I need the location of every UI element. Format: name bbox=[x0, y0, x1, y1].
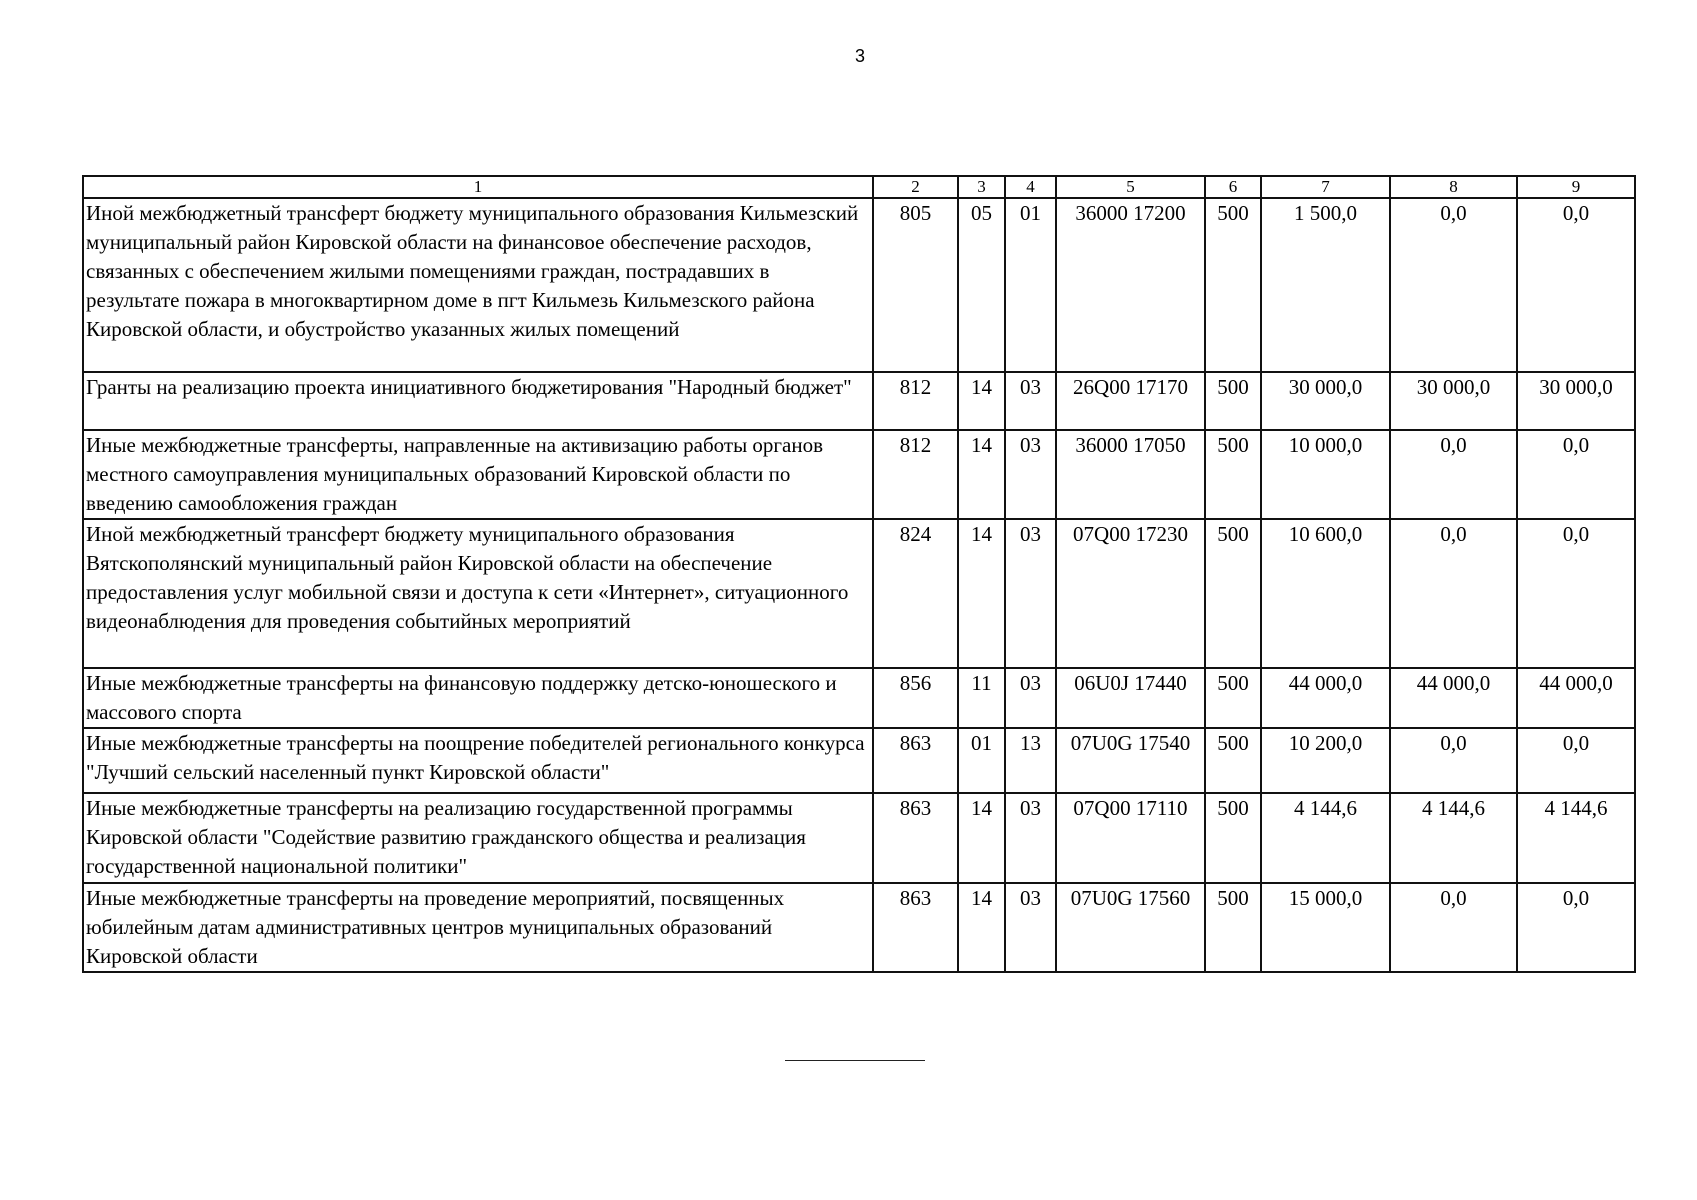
cell-amount-9: 0,0 bbox=[1517, 883, 1635, 972]
cell-amount-7: 10 000,0 bbox=[1261, 430, 1390, 519]
cell-ministry-code: 805 bbox=[873, 198, 958, 372]
cell-amount-8: 44 000,0 bbox=[1390, 668, 1517, 728]
cell-ministry-code: 824 bbox=[873, 519, 958, 668]
cell-target-article: 07U0G 17540 bbox=[1056, 728, 1205, 793]
column-header: 5 bbox=[1056, 176, 1205, 198]
table-row bbox=[83, 519, 1635, 668]
cell-subsection: 03 bbox=[1005, 519, 1056, 668]
cell-expense-type: 500 bbox=[1205, 372, 1261, 430]
cell-section: 01 bbox=[958, 728, 1005, 793]
header-row bbox=[83, 176, 1635, 198]
cell-amount-8: 0,0 bbox=[1390, 883, 1517, 972]
cell-amount-8: 30 000,0 bbox=[1390, 372, 1517, 430]
cell-subsection: 03 bbox=[1005, 430, 1056, 519]
row-description: Иной межбюджетный трансферт бюджету муниципального образования Кильмезский муниципальный район Кировской области на финансовое обеспечение расходов, связанных с обеспечением жилыми помещениями граждан, пострадавших в результате пожара в многоквартирном доме в пгт Кильмезь Кильмезского района Кировской области, и обустройство указанных жилых помещений bbox=[83, 198, 873, 372]
cell-amount-9: 0,0 bbox=[1517, 430, 1635, 519]
cell-expense-type: 500 bbox=[1205, 519, 1261, 668]
cell-subsection: 03 bbox=[1005, 793, 1056, 883]
page-number: 3 bbox=[854, 46, 865, 66]
column-header: 3 bbox=[958, 176, 1005, 198]
cell-amount-9: 0,0 bbox=[1517, 198, 1635, 372]
row-description: Иные межбюджетные трансферты, направленные на активизацию работы органов местного самоуправления муниципальных образований Кировской области по введению самообложения граждан bbox=[83, 430, 873, 519]
cell-ministry-code: 812 bbox=[873, 372, 958, 430]
cell-amount-9: 30 000,0 bbox=[1517, 372, 1635, 430]
cell-subsection: 01 bbox=[1005, 198, 1056, 372]
cell-amount-7: 1 500,0 bbox=[1261, 198, 1390, 372]
cell-amount-7: 10 600,0 bbox=[1261, 519, 1390, 668]
cell-amount-7: 44 000,0 bbox=[1261, 668, 1390, 728]
cell-target-article: 07Q00 17110 bbox=[1056, 793, 1205, 883]
cell-amount-8: 0,0 bbox=[1390, 728, 1517, 793]
table-row bbox=[83, 668, 1635, 728]
cell-amount-8: 0,0 bbox=[1390, 198, 1517, 372]
cell-ministry-code: 863 bbox=[873, 883, 958, 972]
cell-ministry-code: 812 bbox=[873, 430, 958, 519]
cell-ministry-code: 863 bbox=[873, 728, 958, 793]
column-header: 8 bbox=[1390, 176, 1517, 198]
cell-section: 05 bbox=[958, 198, 1005, 372]
row-description: Иные межбюджетные трансферты на проведение мероприятий, посвященных юбилейным датам административных центров муниципальных образований Кировской области bbox=[83, 883, 873, 972]
cell-subsection: 13 bbox=[1005, 728, 1056, 793]
row-description: Иные межбюджетные трансферты на поощрение победителей регионального конкурса "Лучший сельский населенный пункт Кировской области" bbox=[83, 728, 873, 793]
cell-expense-type: 500 bbox=[1205, 728, 1261, 793]
cell-target-article: 26Q00 17170 bbox=[1056, 372, 1205, 430]
cell-section: 11 bbox=[958, 668, 1005, 728]
cell-target-article: 07Q00 17230 bbox=[1056, 519, 1205, 668]
cell-section: 14 bbox=[958, 519, 1005, 668]
cell-section: 14 bbox=[958, 372, 1005, 430]
cell-target-article: 07U0G 17560 bbox=[1056, 883, 1205, 972]
cell-subsection: 03 bbox=[1005, 883, 1056, 972]
cell-amount-7: 10 200,0 bbox=[1261, 728, 1390, 793]
cell-subsection: 03 bbox=[1005, 668, 1056, 728]
cell-expense-type: 500 bbox=[1205, 198, 1261, 372]
cell-target-article: 36000 17200 bbox=[1056, 198, 1205, 372]
table-row bbox=[83, 883, 1635, 972]
cell-target-article: 06U0J 17440 bbox=[1056, 668, 1205, 728]
cell-amount-8: 4 144,6 bbox=[1390, 793, 1517, 883]
cell-amount-9: 44 000,0 bbox=[1517, 668, 1635, 728]
column-header: 4 bbox=[1005, 176, 1056, 198]
row-description: Иные межбюджетные трансферты на финансовую поддержку детско-юношеского и массового спорта bbox=[83, 668, 873, 728]
cell-amount-8: 0,0 bbox=[1390, 519, 1517, 668]
cell-amount-9: 0,0 bbox=[1517, 519, 1635, 668]
row-description: Гранты на реализацию проекта инициативного бюджетирования "Народный бюджет" bbox=[83, 372, 873, 430]
cell-amount-7: 4 144,6 bbox=[1261, 793, 1390, 883]
column-header: 6 bbox=[1205, 176, 1261, 198]
row-description: Иной межбюджетный трансферт бюджету муниципального образования Вятскополянский муниципальный район Кировской области на обеспечение предоставления услуг мобильной связи и доступа к сети «Интернет», ситуационного видеонаблюдения для проведения событийных мероприятий bbox=[83, 519, 873, 668]
cell-expense-type: 500 bbox=[1205, 430, 1261, 519]
column-header: 7 bbox=[1261, 176, 1390, 198]
table-row bbox=[83, 728, 1635, 793]
cell-amount-7: 30 000,0 bbox=[1261, 372, 1390, 430]
column-header: 2 bbox=[873, 176, 958, 198]
cell-expense-type: 500 bbox=[1205, 883, 1261, 972]
cell-amount-7: 15 000,0 bbox=[1261, 883, 1390, 972]
table-row bbox=[83, 430, 1635, 519]
cell-subsection: 03 bbox=[1005, 372, 1056, 430]
cell-expense-type: 500 bbox=[1205, 668, 1261, 728]
column-header: 9 bbox=[1517, 176, 1635, 198]
cell-target-article: 36000 17050 bbox=[1056, 430, 1205, 519]
table-row bbox=[83, 793, 1635, 883]
budget-table bbox=[82, 175, 1636, 973]
cell-amount-8: 0,0 bbox=[1390, 430, 1517, 519]
cell-section: 14 bbox=[958, 883, 1005, 972]
row-description: Иные межбюджетные трансферты на реализацию государственной программы Кировской области "Содействие развитию гражданского общества и реализация государственной национальной политики" bbox=[83, 793, 873, 883]
cell-expense-type: 500 bbox=[1205, 793, 1261, 883]
cell-section: 14 bbox=[958, 793, 1005, 883]
column-header: 1 bbox=[83, 176, 873, 198]
cell-ministry-code: 856 bbox=[873, 668, 958, 728]
cell-amount-9: 0,0 bbox=[1517, 728, 1635, 793]
cell-ministry-code: 863 bbox=[873, 793, 958, 883]
table-row bbox=[83, 198, 1635, 372]
cell-section: 14 bbox=[958, 430, 1005, 519]
cell-amount-9: 4 144,6 bbox=[1517, 793, 1635, 883]
table-row bbox=[83, 372, 1635, 430]
footer-divider bbox=[785, 1060, 925, 1061]
